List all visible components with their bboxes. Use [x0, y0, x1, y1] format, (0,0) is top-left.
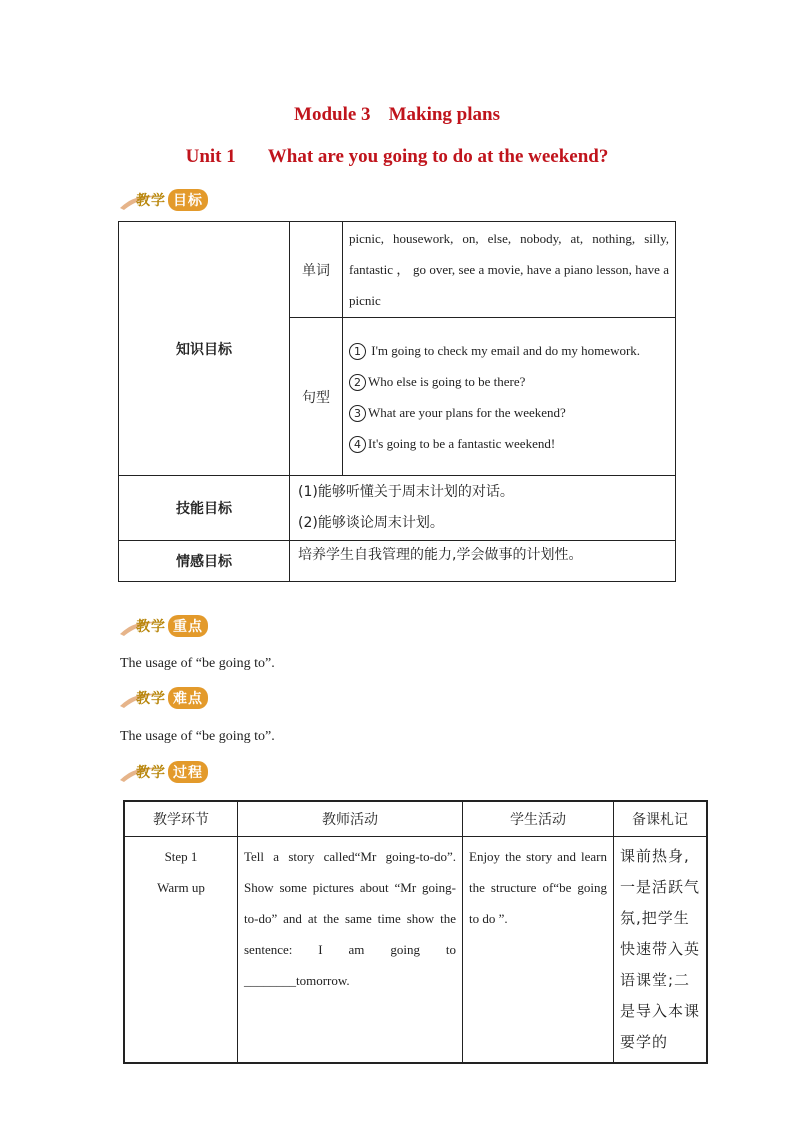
label-prefix: 教学 [136, 765, 166, 781]
unit-number: Unit 1 [185, 146, 236, 167]
header-notes: 备课札记 [614, 801, 708, 837]
procedure-table [123, 800, 708, 1064]
sentences-cell [343, 318, 676, 476]
sentences-label: 句型 [290, 318, 343, 476]
module-topic: Making plans [388, 104, 500, 125]
skills-label: 技能目标 [119, 476, 290, 541]
header-step: 教学环节 [124, 801, 238, 837]
step-cell [124, 837, 238, 1064]
sentence-text: It's going to be a fantastic weekend! [368, 435, 556, 451]
step-number: Step 1 [164, 849, 198, 864]
key-point-text: The usage of “be going to”. [120, 656, 275, 671]
sentence-text: I'm going to check my email and do my homework. [371, 342, 641, 358]
sentence-item [349, 428, 669, 459]
section-key-points-label [118, 614, 208, 638]
label-badge: 难点 [168, 687, 208, 709]
label-badge: 目标 [168, 189, 208, 211]
label-prefix: 教学 [136, 193, 166, 209]
skill-item: (1)能够听懂关于周末计划的对话。 [298, 484, 514, 500]
module-number: Module 3 [294, 104, 371, 125]
table-header-row [124, 801, 707, 837]
words-text: picnic, housework, on, else, nobody, at, nothing, silly, fantastic ， go over, see a movie, have a piano lesson, have a picnic [343, 222, 676, 318]
sentence-text: Who else is going to be there? [368, 373, 526, 389]
emotion-text: 培养学生自我管理的能力,学会做事的计划性。 [290, 541, 676, 582]
teacher-activity: Tell a story called“Mr going-to-do”. Show some pictures about “Mr going-to-do” and at the same time show the sentence: I am going to ________tomorrow. [238, 837, 463, 1064]
student-activity: Enjoy the story and learn the structure of“be going to do ”. [463, 837, 614, 1064]
circled-number: 4 [349, 436, 366, 453]
circled-number: 1 [349, 343, 366, 360]
emotion-label: 情感目标 [119, 541, 290, 582]
unit-question: What are you going to do at the weekend? [267, 146, 609, 167]
circled-number: 3 [349, 405, 366, 422]
header-student: 学生活动 [463, 801, 614, 837]
section-procedure-label [118, 760, 208, 784]
module-title [0, 104, 794, 126]
header-teacher: 教师活动 [238, 801, 463, 837]
difficult-point-text: The usage of “be going to”. [120, 729, 275, 744]
sentence-text: What are your plans for the weekend? [368, 404, 566, 420]
sentence-item [349, 366, 669, 397]
section-objectives-label [118, 188, 208, 212]
skills-cell [290, 476, 676, 541]
knowledge-label: 知识目标 [119, 222, 290, 476]
label-badge: 重点 [168, 615, 208, 637]
circled-number: 2 [349, 374, 366, 391]
skill-item: (2)能够谈论周末计划。 [298, 515, 444, 531]
unit-title [0, 146, 794, 168]
sentence-item [349, 397, 669, 428]
words-label: 单词 [290, 222, 343, 318]
goals-table [118, 221, 676, 582]
label-prefix: 教学 [136, 619, 166, 635]
table-row [124, 837, 707, 1064]
section-difficult-points-label [118, 686, 208, 710]
label-prefix: 教学 [136, 691, 166, 707]
sentence-item [349, 335, 669, 366]
lesson-notes: 课前热身,一是活跃气氛,把学生快速带入英语课堂;二是导入本课要学的 [614, 837, 708, 1064]
label-badge: 过程 [168, 761, 208, 783]
step-name: Warm up [157, 880, 205, 895]
